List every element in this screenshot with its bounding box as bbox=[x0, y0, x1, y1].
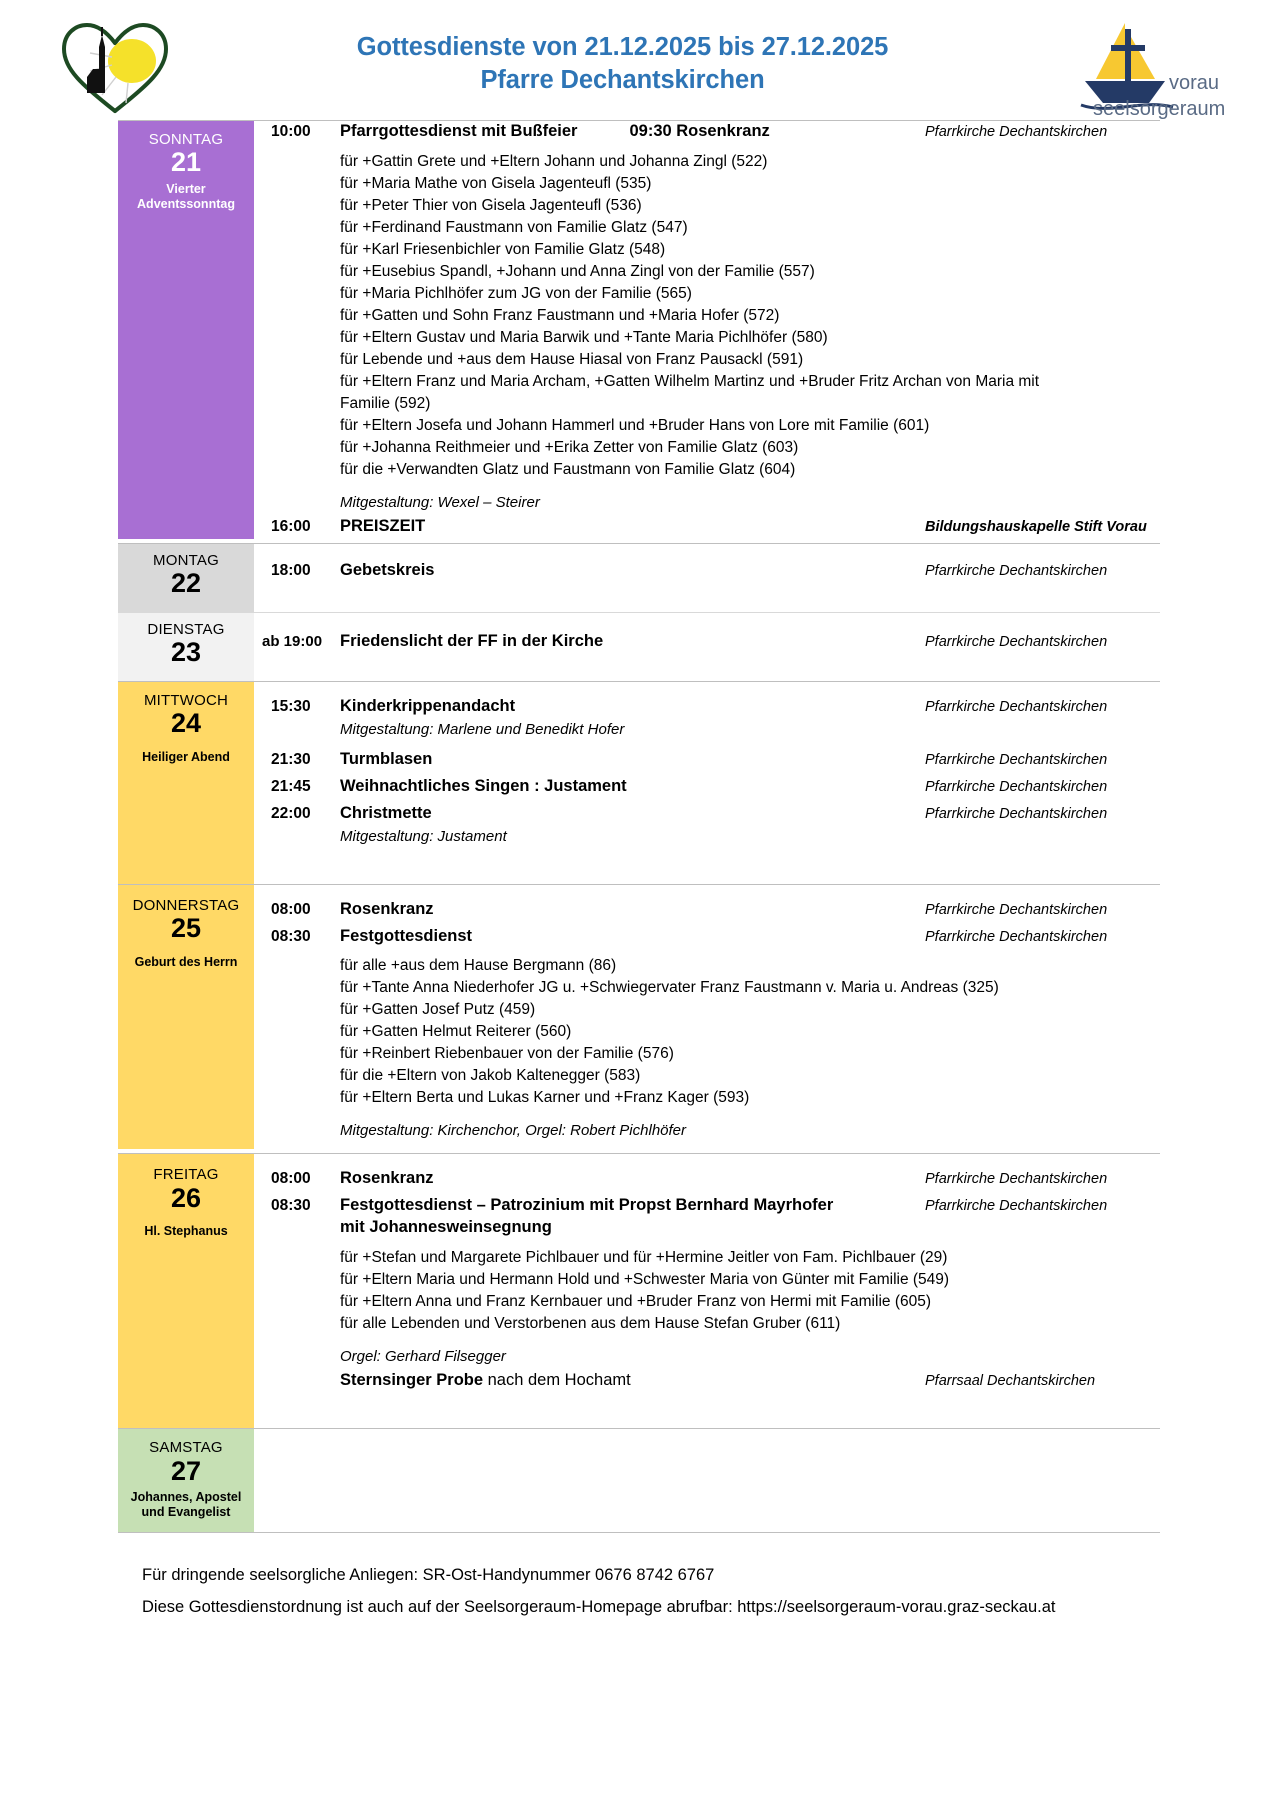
table-row bbox=[118, 681, 1160, 884]
event-row bbox=[254, 1370, 1160, 1392]
event-row bbox=[254, 926, 1160, 948]
event-title-group bbox=[340, 1370, 911, 1392]
event-row bbox=[254, 516, 1160, 538]
event-time: 08:30 bbox=[271, 927, 311, 945]
day-name: FREITAG bbox=[153, 1166, 219, 1184]
event-main bbox=[340, 926, 917, 948]
intention-item: für +Karl Friesenbichler von Familie Glatz (548) bbox=[340, 240, 666, 258]
day-subtitle-line1: Hl. Stephanus bbox=[144, 1224, 228, 1239]
table-row bbox=[118, 543, 1160, 612]
day-events-mittwoch bbox=[254, 681, 1160, 884]
intention-item: für +Tante Anna Niederhofer JG u. +Schwiegervater Franz Faustmann v. Maria u. Andreas (325) bbox=[340, 979, 999, 997]
intentions-list bbox=[254, 955, 1160, 1109]
day-number: 21 bbox=[170, 147, 202, 178]
day-events-freitag bbox=[254, 1154, 1160, 1429]
event-time: 08:30 bbox=[271, 1197, 311, 1215]
day-events-sonntag bbox=[254, 121, 1160, 544]
event-mitgestaltung: Mitgestaltung: Justament bbox=[340, 827, 507, 845]
event-main bbox=[340, 1195, 917, 1239]
event-row bbox=[254, 1168, 1160, 1190]
event-row bbox=[254, 899, 1160, 921]
day-number: 24 bbox=[170, 708, 202, 738]
event-main bbox=[340, 696, 917, 741]
event-title: Rosenkranz bbox=[340, 899, 434, 918]
event-row bbox=[254, 696, 1160, 741]
event-main bbox=[340, 560, 917, 582]
event-title: Festgottesdienst – Patrozinium mit Propst Bernhard Mayrhofer bbox=[340, 1196, 834, 1215]
table-row bbox=[118, 612, 1160, 681]
intention-item: für +Eltern Berta und Lukas Karner und +Franz Kager (593) bbox=[340, 1089, 750, 1107]
intention-item: für +Reinbert Riebenbauer von der Familie (576) bbox=[340, 1045, 674, 1063]
day-number: 23 bbox=[170, 636, 202, 667]
day-column-dienstag bbox=[118, 612, 254, 681]
event-mitgestaltung: Mitgestaltung: Marlene und Benedikt Hofer bbox=[340, 720, 625, 738]
event-title: Kinderkrippenandacht bbox=[340, 696, 516, 715]
event-title-group bbox=[340, 121, 911, 143]
day-column-montag bbox=[118, 543, 254, 612]
event-time: ab 19:00 bbox=[262, 632, 323, 650]
event-title: Pfarrgottesdienst mit Bußfeier bbox=[340, 122, 578, 140]
intention-item: für +Eltern Anna und Franz Kernbauer und +Bruder Franz von Hermi mit Familie (605) bbox=[340, 1292, 931, 1310]
day-column-samstag bbox=[118, 1429, 254, 1533]
day-subtitle-line1: Vierter bbox=[166, 182, 206, 197]
intention-item: für +Ferdinand Faustmann von Familie Glatz (547) bbox=[340, 218, 688, 236]
event-row bbox=[254, 631, 1160, 653]
event-time: 15:30 bbox=[271, 697, 311, 715]
event-title: Turmblasen bbox=[340, 750, 433, 769]
intentions-list bbox=[254, 151, 1160, 481]
day-events-donnerstag bbox=[254, 884, 1160, 1154]
footer-line-homepage: Diese Gottesdienstordnung ist auch auf der Seelsorgeraum-Homepage abrufbar: https://seelsorgeraum-vorau.graz-seckau.at bbox=[142, 1598, 1056, 1617]
day-number: 22 bbox=[170, 567, 202, 598]
event-main bbox=[340, 803, 917, 848]
event-time: 21:30 bbox=[271, 751, 311, 769]
intention-item: für +Eltern Gustav und Maria Barwik und +Tante Maria Pichlhöfer (580) bbox=[340, 328, 828, 346]
event-place: Pfarrkirche Dechantskirchen bbox=[925, 779, 1108, 796]
day-column-mittwoch bbox=[118, 681, 254, 884]
event-title: Rosenkranz bbox=[340, 1169, 434, 1188]
day-name: MITTWOCH bbox=[143, 691, 229, 709]
intention-item: für alle Lebenden und Verstorbenen aus dem Hause Stefan Gruber (611) bbox=[340, 1314, 841, 1332]
intention-item: für die +Verwandten Glatz und Faustmann von Familie Glatz (604) bbox=[340, 460, 796, 478]
day-name: MONTAG bbox=[153, 551, 219, 569]
heart-church-sun-icon bbox=[40, 19, 190, 115]
intention-item: für alle +aus dem Hause Bergmann (86) bbox=[340, 957, 617, 975]
event-main bbox=[340, 899, 917, 921]
day-subtitle-line1: Heiliger Abend bbox=[142, 749, 230, 764]
event-row bbox=[254, 1195, 1160, 1239]
event-time: 22:00 bbox=[271, 804, 311, 822]
event-place: Pfarrkirche Dechantskirchen bbox=[925, 562, 1108, 579]
day-events-samstag bbox=[254, 1429, 1160, 1533]
event-mitgestaltung: Orgel: Gerhard Filsegger bbox=[340, 1347, 506, 1365]
day-subtitle-line2: und Evangelist bbox=[141, 1505, 231, 1520]
event-title: Christmette bbox=[340, 803, 432, 822]
intention-item: für +Johanna Reithmeier und +Erika Zetter von Familie Glatz (603) bbox=[340, 438, 799, 456]
intention-item: für +Gatten und Sohn Franz Faustmann und +Maria Hofer (572) bbox=[340, 306, 780, 324]
event-main bbox=[340, 631, 917, 653]
page-header bbox=[0, 0, 1278, 120]
event-time: 16:00 bbox=[271, 517, 311, 535]
table-row bbox=[118, 1429, 1160, 1533]
event-place: Pfarrkirche Dechantskirchen bbox=[925, 633, 1108, 650]
event-place: Pfarrkirche Dechantskirchen bbox=[925, 752, 1108, 769]
event-place: Pfarrkirche Dechantskirchen bbox=[925, 698, 1108, 715]
intention-item: für +Gatten Josef Putz (459) bbox=[340, 1001, 536, 1019]
day-number: 27 bbox=[170, 1455, 202, 1486]
event-main bbox=[340, 121, 917, 143]
table-row bbox=[118, 121, 1160, 544]
event-time: 10:00 bbox=[271, 123, 311, 140]
event-row bbox=[254, 560, 1160, 582]
day-name: DONNERSTAG bbox=[132, 896, 240, 914]
day-events-montag bbox=[254, 543, 1160, 612]
event-place: Bildungshauskapelle Stift Vorau bbox=[925, 518, 1147, 535]
day-column-donnerstag bbox=[118, 884, 254, 1154]
day-name: DIENSTAG bbox=[147, 620, 225, 638]
intentions-list bbox=[254, 1247, 1160, 1335]
intention-item: für die +Eltern von Jakob Kaltenegger (583) bbox=[340, 1067, 641, 1085]
event-title: Friedenslicht der FF in der Kirche bbox=[340, 631, 604, 650]
event-time: 08:00 bbox=[271, 1170, 311, 1188]
schedule-table bbox=[118, 120, 1160, 1533]
table-row bbox=[118, 884, 1160, 1154]
vorau-seelsorgeraum-sailboat-icon bbox=[1055, 15, 1238, 119]
day-name: SAMSTAG bbox=[149, 1439, 223, 1457]
intention-item: für +Eltern Maria und Hermann Hold und +Schwester Maria von Günter mit Familie (549) bbox=[340, 1270, 950, 1288]
intention-item: für +Gatten Helmut Reiterer (560) bbox=[340, 1023, 572, 1041]
intention-item: für +Maria Mathe von Gisela Jagenteufl (535) bbox=[340, 174, 652, 192]
event-place: Pfarrkirche Dechantskirchen bbox=[925, 124, 1108, 140]
day-subtitle-line1: Geburt des Herrn bbox=[134, 954, 238, 969]
event-main bbox=[340, 776, 917, 798]
event-row bbox=[254, 776, 1160, 798]
event-title: Sternsinger Probe bbox=[340, 1370, 484, 1389]
event-title-suffix: nach dem Hochamt bbox=[483, 1370, 631, 1389]
event-title-line2: mit Johannesweinsegnung bbox=[340, 1217, 552, 1236]
day-events-dienstag bbox=[254, 612, 1160, 681]
intention-item: für +Gattin Grete und +Eltern Johann und Johanna Zingl (522) bbox=[340, 152, 768, 170]
event-main bbox=[340, 516, 917, 538]
event-row bbox=[254, 803, 1160, 848]
footer-line-contact: Für dringende seelsorgliche Anliegen: SR-Ost-Handynummer 0676 8742 6767 bbox=[142, 1565, 715, 1584]
event-main bbox=[340, 749, 917, 771]
event-place: Pfarrsaal Dechantskirchen bbox=[925, 1372, 1096, 1389]
intention-item: für +Eltern Franz und Maria Archam, +Gatten Wilhelm Martinz und +Bruder Fritz Archan von Maria mit Familie (592) bbox=[340, 372, 1040, 412]
event-row bbox=[254, 121, 1160, 143]
event-title: Gebetskreis bbox=[340, 560, 435, 579]
event-place: Pfarrkirche Dechantskirchen bbox=[925, 805, 1108, 822]
day-column-sonntag bbox=[118, 121, 254, 544]
event-mitgestaltung: Mitgestaltung: Wexel – Steirer bbox=[340, 493, 540, 511]
day-subtitle-line2: Adventssonntag bbox=[137, 196, 235, 211]
event-title: Festgottesdienst bbox=[340, 926, 473, 945]
event-row bbox=[254, 749, 1160, 771]
intention-item: für +Stefan und Margarete Pichlbauer und für +Hermine Jeitler von Fam. Pichlbauer (29) bbox=[340, 1248, 948, 1266]
event-title-secondary: 09:30 Rosenkranz bbox=[629, 122, 770, 140]
day-number: 26 bbox=[170, 1182, 202, 1213]
day-name: SONNTAG bbox=[148, 131, 224, 148]
table-row bbox=[118, 1154, 1160, 1429]
event-title: Weihnachtliches Singen : Justament bbox=[340, 777, 627, 796]
day-number: 25 bbox=[170, 913, 202, 943]
page-footer bbox=[118, 1533, 1160, 1623]
event-place: Pfarrkirche Dechantskirchen bbox=[925, 1198, 1108, 1215]
event-mitgestaltung: Mitgestaltung: Kirchenchor, Orgel: Robert Pichlhöfer bbox=[340, 1122, 687, 1140]
event-title: PREISZEIT bbox=[340, 516, 426, 535]
event-time: 18:00 bbox=[271, 561, 311, 579]
intention-item: für +Eusebius Spandl, +Johann und Anna Zingl von der Familie (557) bbox=[340, 262, 815, 280]
intention-item: für +Maria Pichlhöfer zum JG von der Familie (565) bbox=[340, 284, 692, 302]
page-title bbox=[190, 31, 1055, 103]
event-main bbox=[340, 1168, 917, 1190]
logo-text-vorau: vorau bbox=[1169, 72, 1220, 94]
event-place: Pfarrkirche Dechantskirchen bbox=[925, 928, 1108, 945]
event-place: Pfarrkirche Dechantskirchen bbox=[925, 901, 1108, 918]
title-line-1: Gottesdienste von 21.12.2025 bis 27.12.2025 bbox=[356, 33, 889, 61]
event-time: 21:45 bbox=[271, 778, 311, 796]
event-main bbox=[340, 1370, 917, 1392]
intention-item: für Lebende und +aus dem Hause Hiasal von Franz Pausackl (591) bbox=[340, 350, 804, 368]
intention-item: für +Eltern Josefa und Johann Hammerl und +Bruder Hans von Lore mit Familie (601) bbox=[340, 416, 930, 434]
event-time: 08:00 bbox=[271, 900, 311, 918]
intention-item: für +Peter Thier von Gisela Jagenteufl (536) bbox=[340, 196, 642, 214]
day-subtitle-line1: Johannes, Apostel bbox=[130, 1490, 242, 1505]
day-column-freitag bbox=[118, 1154, 254, 1429]
event-place: Pfarrkirche Dechantskirchen bbox=[925, 1171, 1108, 1188]
logo-text-seelsorgeraum: seelsorgeraum bbox=[1093, 98, 1226, 119]
title-line-2: Pfarre Dechantskirchen bbox=[480, 66, 765, 94]
